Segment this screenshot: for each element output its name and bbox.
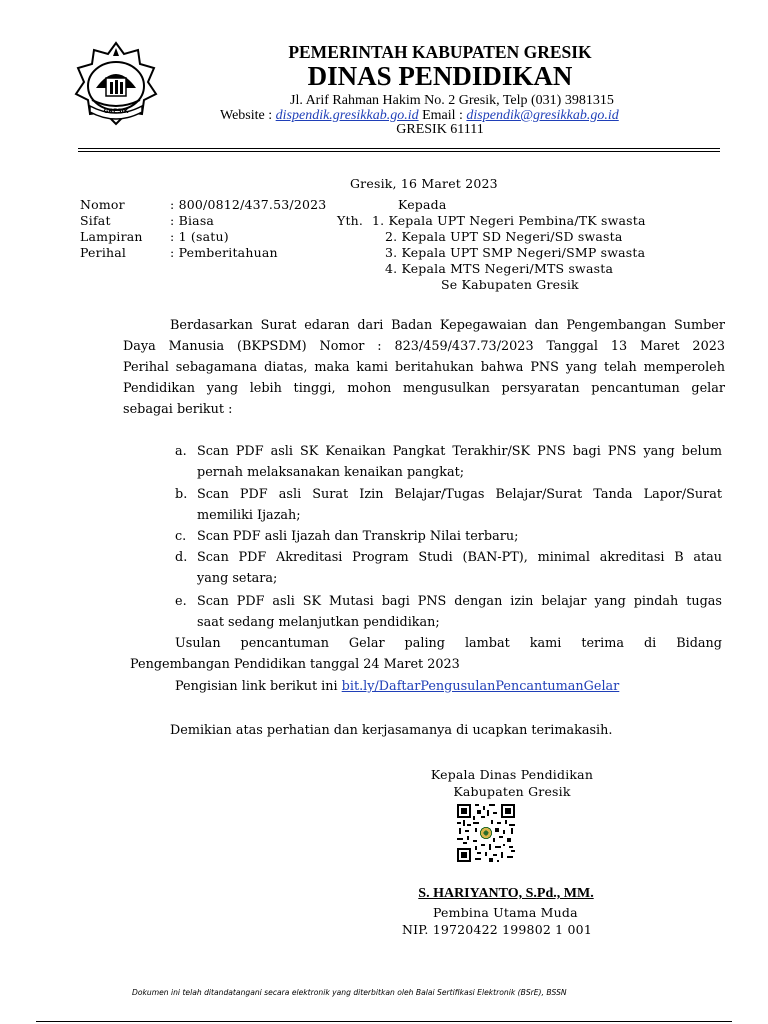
list-item: Scan PDF Akreditasi Program Studi (BAN-PT), minimal akreditasi B atau [197, 550, 722, 565]
list-item: Scan PDF asli Ijazah dan Transkrip Nilai terbaru; [197, 529, 519, 544]
deadline-line: Usulan pencantuman Gelar paling lambat kami terima di Bidang [175, 636, 722, 651]
recipient-yth: Yth. [337, 213, 364, 228]
email-link[interactable]: dispendik@gresikkab.go.id [466, 108, 619, 123]
letterhead-office: DINAS PENDIDIKAN [307, 61, 573, 91]
footer-divider [36, 1021, 732, 1022]
signature-rank: Pembina Utama Muda [433, 905, 578, 920]
letterhead-address: Jl. Arif Rahman Hakim No. 2 Gresik, Telp (031) 3981315 [290, 93, 614, 108]
website-link[interactable]: dispendik.gresikkab.go.id [275, 108, 419, 123]
list-item-cont: memiliki Ijazah; [197, 508, 301, 523]
header-divider [78, 148, 720, 152]
regency-logo [72, 40, 160, 132]
recipient-item: 1. Kepala UPT Negeri Pembina/TK swasta [372, 213, 646, 228]
signature-name: S. HARIYANTO, S.Pd., MM. [418, 886, 594, 901]
website-label: Website : [220, 108, 273, 123]
intro-line: Daya Manusia (BKPSDM) Nomor : 823/459/437.73/2023 Tanggal 13 Maret 2023 [123, 339, 725, 354]
intro-line: Perihal sebagamana diatas, maka kami beritahukan bahwa PNS yang telah memperoleh [123, 360, 725, 375]
recipient-closing: Se Kabupaten Gresik [441, 277, 579, 292]
list-item: Scan PDF asli SK Kenaikan Pangkat Terakhir/SK PNS bagi PNS yang belum [197, 444, 722, 459]
list-marker: d. [175, 550, 188, 565]
intro-line: Pendidikan yang lebih tinggi, mohon mengusulkan persyaratan pencantuman gelar [123, 381, 725, 396]
closing-text: Demikian atas perhatian dan kerjasamanya di ucapkan terimakasih. [170, 723, 613, 738]
list-marker: c. [175, 529, 187, 544]
list-item: Scan PDF asli SK Mutasi bagi PNS dengan izin belajar yang pindah tugas [197, 594, 722, 609]
meta-label-sifat: Sifat [80, 213, 111, 228]
meta-label-perihal: Perihal [80, 245, 127, 260]
signature-title: Kabupaten Gresik [453, 784, 571, 799]
registration-link[interactable]: bit.ly/DaftarPengusulanPencantumanGelar [341, 679, 620, 694]
list-item-cont: saat sedang melanjutkan pendidikan; [197, 615, 440, 630]
intro-line: Berdasarkan Surat edaran dari Badan Kepegawaian dan Pengembangan Sumber [170, 318, 725, 333]
letter-date: Gresik, 16 Maret 2023 [350, 176, 498, 191]
footer-note: Dokumen ini telah ditandatangani secara elektronik yang diterbitkan oleh Balai Sertifikasi Elektronik (BSrE), BSSN [132, 988, 567, 997]
link-prefix: Pengisian link berikut ini [175, 679, 338, 694]
letterhead-city: GRESIK 61111 [396, 122, 484, 137]
recipient-item: 2. Kepala UPT SD Negeri/SD swasta [385, 229, 623, 244]
list-item: Scan PDF asli Surat Izin Belajar/Tugas Belajar/Surat Tanda Lapor/Surat [197, 487, 722, 502]
signature-qr-code [457, 804, 515, 862]
recipient-item: 4. Kepala MTS Negeri/MTS swasta [385, 261, 614, 276]
meta-value-nomor: : 800/0812/437.53/2023 [170, 197, 327, 212]
list-marker: e. [175, 594, 187, 609]
list-marker: a. [175, 444, 187, 459]
email-label: Email : [422, 108, 463, 123]
meta-value-sifat: : Biasa [170, 213, 215, 228]
list-item-cont: pernah melaksanakan kenaikan pangkat; [197, 465, 465, 480]
link-line [175, 676, 619, 697]
logo-text: GRESIK [103, 108, 129, 115]
meta-value-perihal: : Pemberitahuan [170, 245, 278, 260]
deadline-line: Pengembangan Pendidikan tanggal 24 Maret 2023 [130, 657, 460, 672]
signature-nip: NIP. 19720422 199802 1 001 [402, 922, 592, 937]
list-item-cont: yang setara; [197, 571, 278, 586]
recipient-kepada: Kepada [398, 197, 447, 212]
signature-title: Kepala Dinas Pendidikan [430, 767, 594, 782]
meta-label-lampiran: Lampiran [80, 229, 143, 244]
recipient-item: 3. Kepala UPT SMP Negeri/SMP swasta [385, 245, 646, 260]
letterhead-government: PEMERINTAH KABUPATEN GRESIK [288, 42, 592, 62]
intro-line: sebagai berikut : [123, 402, 233, 417]
list-marker: b. [175, 487, 188, 502]
meta-label-nomor: Nomor [80, 197, 125, 212]
meta-value-lampiran: : 1 (satu) [170, 229, 229, 244]
